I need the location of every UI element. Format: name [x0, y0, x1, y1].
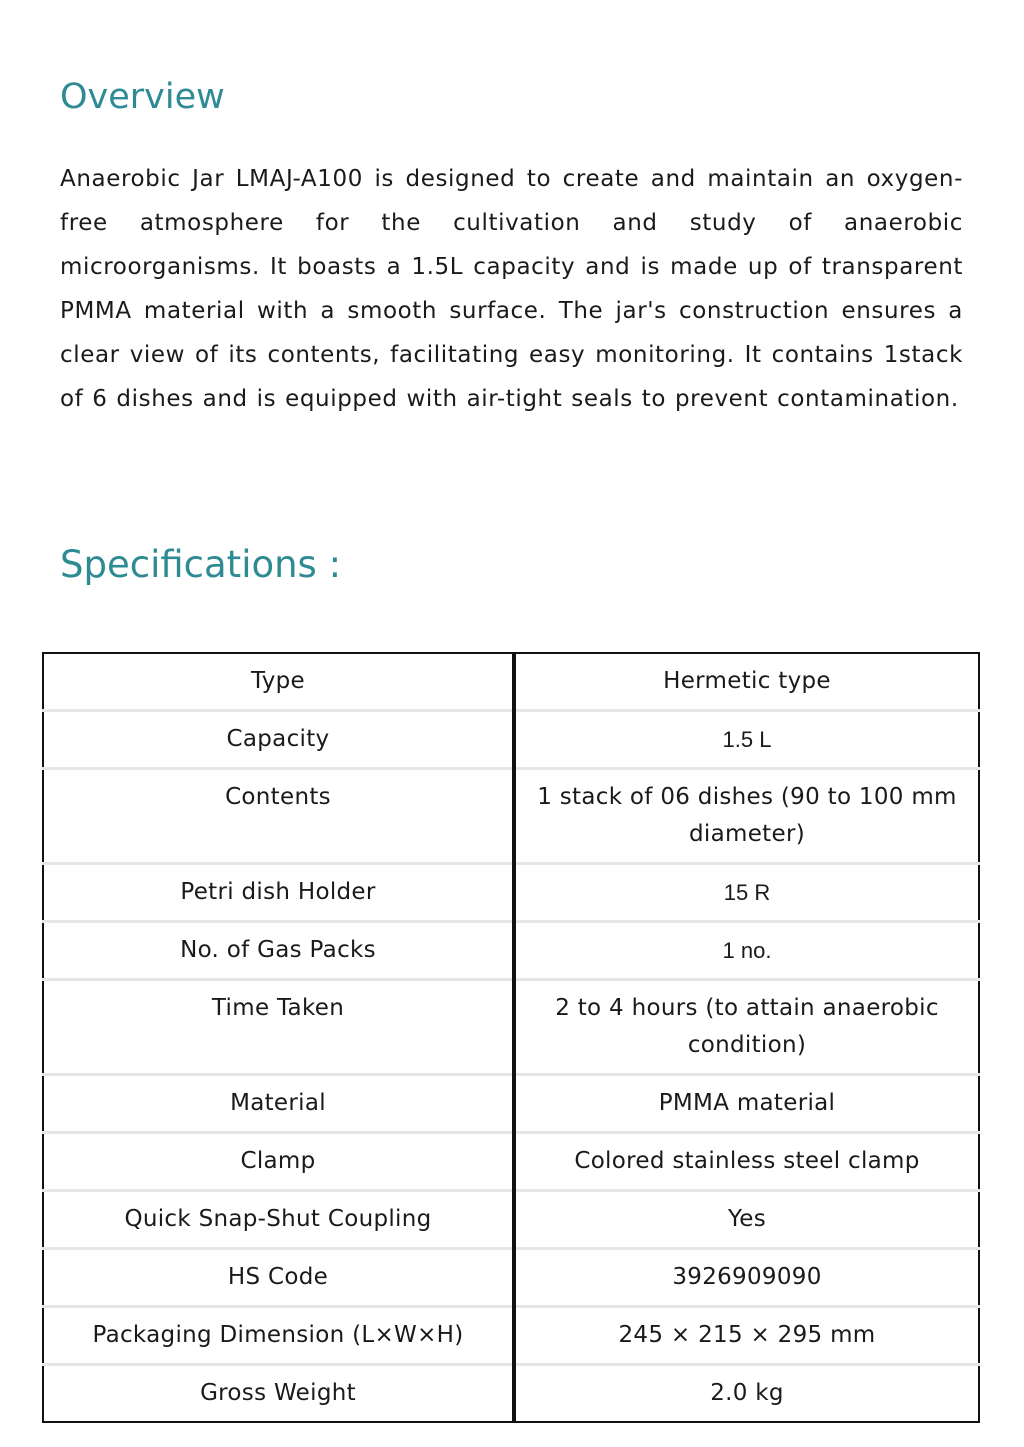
table-row: [43, 1191, 979, 1249]
table-row: [43, 1365, 979, 1423]
specifications-heading: Specifications :: [60, 543, 342, 586]
spec-label-gross-weight: Gross Weight: [43, 1365, 514, 1423]
table-row: [43, 653, 979, 711]
table-row: [43, 1075, 979, 1133]
table-row: [43, 769, 979, 864]
spec-label-time-taken: Time Taken: [43, 980, 514, 1075]
spec-value-time-taken: 2 to 4 hours (to attain anaerobic condition): [514, 980, 979, 1075]
table-row: [43, 1133, 979, 1191]
spec-value-gross-weight: 2.0 kg: [514, 1365, 979, 1423]
spec-label-snap-shut-coupling: Quick Snap-Shut Coupling: [43, 1191, 514, 1249]
spec-label-clamp: Clamp: [43, 1133, 514, 1191]
spec-value-packaging-dimension: 245 × 215 × 295 mm: [514, 1307, 979, 1365]
table-row: [43, 1249, 979, 1307]
overview-heading: Overview: [60, 77, 225, 117]
spec-value-contents: 1 stack of 06 dishes (90 to 100 mm diameter): [514, 769, 979, 864]
spec-value-type: Hermetic type: [663, 668, 831, 694]
table-row: [43, 1307, 979, 1365]
spec-value-petri-dish-holder: 15 R: [514, 864, 979, 922]
spec-label-packaging-dimension: Packaging Dimension (L×W×H): [43, 1307, 514, 1365]
spec-value-snap-shut-coupling: Yes: [514, 1191, 979, 1249]
spec-value-clamp: Colored stainless steel clamp: [514, 1133, 979, 1191]
spec-label-petri-dish-holder: Petri dish Holder: [43, 864, 514, 922]
overview-paragraph: Anaerobic Jar LMAJ-A100 is designed to create and maintain an oxygen-free atmosphere for the cultivation and study of anaerobic microorganisms. It boasts a 1.5L capacity and is made up of transparent PMMA material with a smooth surface. The jar's construction ensures a clear view of its contents, facilitating easy monitoring. It contains 1stack of 6 dishes and is equipped with air-tight seals to prevent contamination.: [60, 166, 963, 412]
table-row: [43, 980, 979, 1075]
spec-value-hs-code: 3926909090: [514, 1249, 979, 1307]
spec-label-type: Type: [43, 653, 514, 711]
table-row: [43, 922, 979, 980]
spec-value-capacity: 1.5 L: [514, 711, 979, 769]
spec-label-capacity: Capacity: [43, 711, 514, 769]
spec-value-gas-packs: 1 no.: [514, 922, 979, 980]
specifications-table: [42, 652, 980, 1423]
table-row: [43, 864, 979, 922]
table-row: [43, 711, 979, 769]
spec-label-material: Material: [43, 1075, 514, 1133]
spec-label-contents: Contents: [43, 769, 514, 864]
spec-label-gas-packs: No. of Gas Packs: [43, 922, 514, 980]
spec-label-hs-code: HS Code: [43, 1249, 514, 1307]
spec-value-material: PMMA material: [514, 1075, 979, 1133]
